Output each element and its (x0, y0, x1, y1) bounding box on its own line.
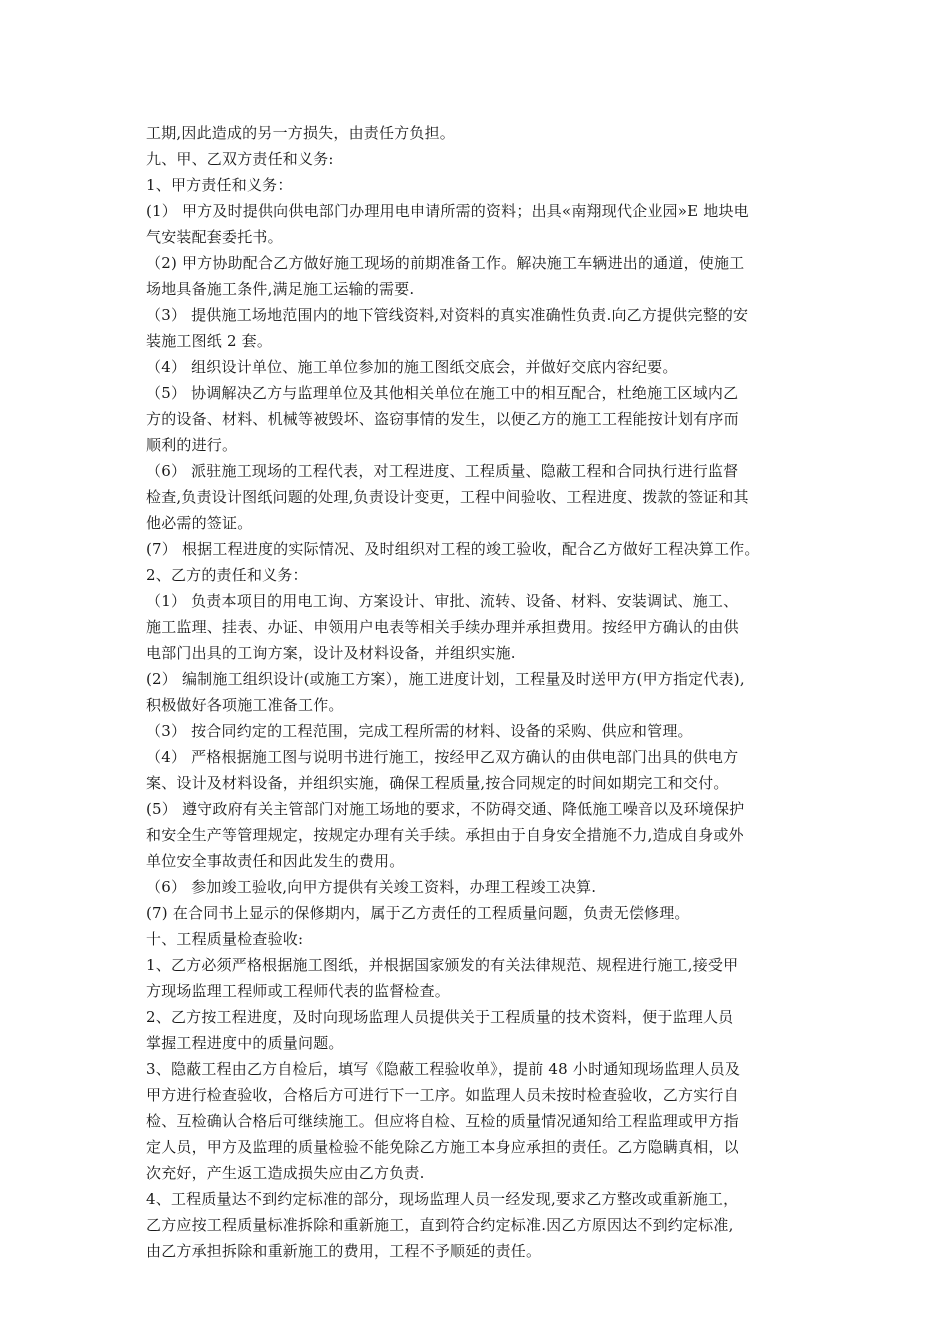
text-line: 2、乙方的责任和义务： (146, 566, 308, 584)
text-line: 4、工程质量达不到约定标准的部分，现场监理人员一经发现,要求乙方整改或重新施工， (146, 1190, 739, 1208)
text-line: （3） 提供施工场地范围内的地下管线资料,对资料的真实准确性负责.向乙方提供完整的安 (146, 306, 749, 324)
text-line: 1、甲方责任和义务： (146, 176, 293, 194)
text-line: 掌握工程进度中的质量问题。 (146, 1034, 344, 1052)
text-line: 九、甲、乙双方责任和义务: (146, 150, 334, 168)
text-line: 顺利的进行。 (146, 436, 238, 454)
text-line: （1） 负责本项目的用电工询、方案设计、审批、流转、设备、材料、安装调试、施工、 (146, 592, 739, 610)
text-line: 次充好，产生返工造成损失应由乙方负责. (146, 1164, 425, 1182)
text-line: (7) 在合同书上显示的保修期内，属于乙方责任的工程质量问题，负责无偿修理。 (146, 904, 690, 922)
text-line: (1） 甲方及时提供向供电部门办理用电申请所需的资料；出具«南翔现代企业园»E 地块电 (146, 202, 749, 220)
text-line: 气安装配套委托书。 (146, 228, 283, 246)
text-line: 施工监理、挂表、办证、申领用户电表等相关手续办理并承担费用。按经甲方确认的由供 (146, 618, 739, 636)
text-line: 场地具备施工条件,满足施工运输的需要. (146, 280, 415, 298)
text-line: 和安全生产等管理规定，按规定办理有关手续。承担由于自身安全措施不力,造成自身或外 (146, 826, 744, 844)
text-line: (2） 编制施工组织设计(或施工方案），施工进度计划，工程量及时送甲方(甲方指定代表), (146, 670, 745, 688)
text-line: （3） 按合同约定的工程范围，完成工程所需的材料、设备的采购、供应和管理。 (146, 722, 693, 740)
text-line: （6） 参加竣工验收,向甲方提供有关竣工资料，办理工程竣工决算. (146, 878, 597, 896)
text-line: （5） 协调解决乙方与监理单位及其他相关单位在施工中的相互配合，杜绝施工区域内乙 (146, 384, 739, 402)
text-line: 他必需的签证。 (146, 514, 253, 532)
text-line: (7） 根据工程进度的实际情况、及时组织对工程的竣工验收，配合乙方做好工程决算工作。 (146, 540, 760, 558)
text-line: (5） 遵守政府有关主管部门对施工场地的要求，不防碍交通、降低施工噪音以及环境保护 (146, 800, 745, 818)
text-line: 方的设备、材料、机械等被毁坏、盗窃事情的发生，以便乙方的施工工程能按计划有序而 (146, 410, 739, 428)
text-line: 方现场监理工程师或工程师代表的监督检查。 (146, 982, 451, 1000)
text-line: 单位安全事故责任和因此发生的费用。 (146, 852, 405, 870)
text-line: 由乙方承担拆除和重新施工的费用，工程不予顺延的责任。 (146, 1242, 542, 1260)
document-body (146, 120, 826, 1264)
text-line: 甲方进行检查验收，合格后方可进行下一工序。如监理人员未按时检查验收，乙方实行自 (146, 1086, 739, 1104)
text-line: 积极做好各项施工准备工作。 (146, 696, 344, 714)
text-line: 案、设计及材料设备，并组织实施，确保工程质量,按合同规定的时间如期完工和交付。 (146, 774, 729, 792)
text-line: （6） 派驻施工现场的工程代表，对工程进度、工程质量、隐蔽工程和合同执行进行监督 (146, 462, 739, 480)
text-line: 工期,因此造成的另一方损失，由责任方负担。 (146, 124, 455, 142)
text-line: 电部门出具的工询方案，设计及材料设备，并组织实施. (146, 644, 516, 662)
text-line: 十、工程质量检查验收: (146, 930, 304, 948)
text-line: （4） 严格根据施工图与说明书进行施工，按经甲乙双方确认的由供电部门出具的供电方 (146, 748, 739, 766)
text-line: 装施工图纸 2 套。 (146, 332, 273, 350)
text-line: 1、乙方必须严格根据施工图纸，并根据国家颁发的有关法律规范、规程进行施工,接受甲 (146, 956, 739, 974)
text-line: 乙方应按工程质量标准拆除和重新施工，直到符合约定标准.因乙方原因达不到约定标准, (146, 1216, 734, 1234)
text-line: （2) 甲方协助配合乙方做好施工现场的前期准备工作。解决施工车辆进出的通道，使施工 (146, 254, 745, 272)
text-line: 检查,负责设计图纸问题的处理,负责设计变更，工程中间验收、工程进度、拨款的签证和其 (146, 488, 749, 506)
text-line: （4） 组织设计单位、施工单位参加的施工图纸交底会，并做好交底内容纪要。 (146, 358, 678, 376)
text-line: 定人员，甲方及监理的质量检验不能免除乙方施工本身应承担的责任。乙方隐瞒真相，以 (146, 1138, 739, 1156)
text-line: 2、乙方按工程进度，及时向现场监理人员提供关于工程质量的技术资料，便于监理人员 (146, 1008, 734, 1026)
text-line: 3、隐蔽工程由乙方自检后，填写《隐蔽工程验收单》，提前 48 小时通知现场监理人员及 (146, 1060, 741, 1078)
text-line: 检、互检确认合格后可继续施工。但应将自检、互检的质量情况通知给工程监理或甲方指 (146, 1112, 739, 1130)
